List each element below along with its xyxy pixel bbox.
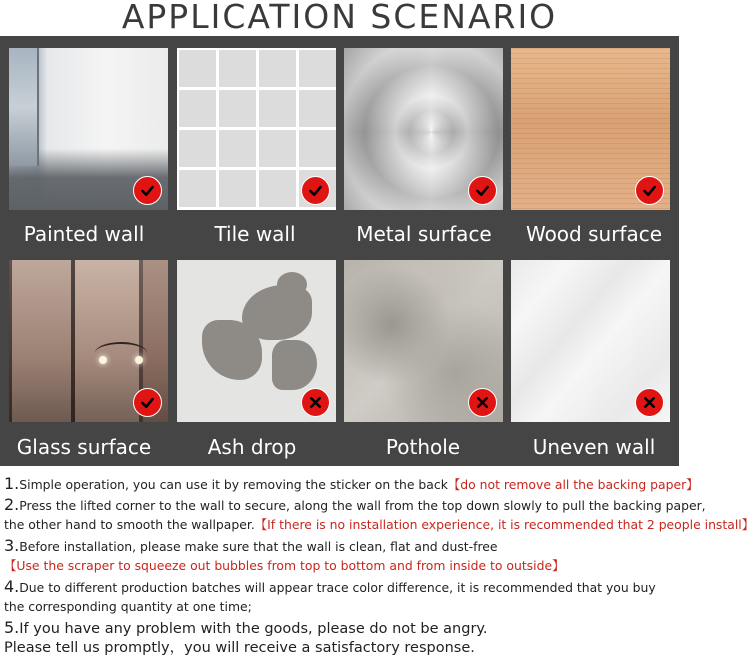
instructions — [4, 474, 754, 659]
ash-drop-image — [177, 260, 336, 422]
check-icon — [133, 388, 162, 417]
wood-surface-image — [511, 48, 670, 210]
check-icon — [301, 176, 330, 205]
instruction-line — [4, 618, 676, 639]
window-decor — [9, 48, 39, 166]
metal-surface-image — [344, 48, 503, 210]
chandelier-decor — [95, 342, 147, 364]
ash-patch — [272, 340, 317, 390]
scenario-label: Tile wall — [214, 222, 296, 246]
scenario-label: Ash drop — [207, 435, 297, 459]
instruction-line — [4, 494, 706, 516]
check-icon — [635, 176, 664, 205]
instruction-note: 【do not remove all the backing paper】 — [447, 477, 699, 492]
instruction-line — [4, 556, 676, 577]
step-number: 3. — [4, 535, 20, 555]
instruction-line — [4, 638, 676, 659]
instruction-text: Due to different production batches will appear trace color difference, it is recommended that you buy — [19, 579, 656, 595]
cross-icon — [468, 388, 497, 417]
scenario-panel — [0, 36, 679, 466]
check-icon — [468, 176, 497, 205]
step-number: 4. — [4, 576, 20, 596]
instruction-text: the corresponding quantity at one time; — [4, 599, 252, 614]
scenario-label: Glass surface — [16, 435, 152, 459]
instruction-text: Press the lifted corner to the wall to secure, along the wall from the top down slowly to pull the backing paper, — [19, 497, 706, 513]
painted-wall-image — [9, 48, 168, 210]
scenario-label: Wood surface — [525, 222, 663, 246]
instruction-line — [4, 597, 676, 618]
pothole-image — [344, 260, 503, 422]
instruction-note: 【Use the scraper to squeeze out bubbles from top to bottom and from inside to outside】 — [4, 558, 565, 573]
step-number: 2. — [4, 494, 20, 514]
uneven-wall-image — [511, 260, 670, 422]
cross-icon — [635, 388, 664, 417]
scenario-label: Pothole — [385, 435, 461, 459]
scenario-label: Painted wall — [23, 222, 145, 246]
instruction-text: the other hand to smooth the wallpaper. — [4, 517, 255, 532]
check-icon — [133, 176, 162, 205]
instruction-line — [4, 577, 676, 598]
scenario-label: Uneven wall — [532, 435, 656, 459]
cross-icon — [301, 388, 330, 417]
step-number: 1. — [4, 474, 20, 493]
glass-surface-image — [9, 260, 168, 422]
scenario-label: Metal surface — [356, 222, 492, 246]
instruction-text: Simple operation, you can use it by removing the sticker on the back — [19, 477, 448, 492]
instruction-text: If you have any problem with the goods, please do not be angry. — [19, 620, 488, 637]
instruction-text: Please tell us promptly，you will receive a satisfactory response. — [4, 640, 475, 656]
ash-patch — [277, 272, 307, 297]
instruction-note: 【If there is no installation experience, it is recommended that 2 people install】 — [254, 517, 754, 532]
step-number: 5. — [4, 617, 20, 637]
instruction-text: Before installation, please make sure that the wall is clean, flat and dust-free — [19, 538, 498, 554]
tile-wall-image — [177, 48, 336, 210]
page-title: APPLICATION SCENARIO — [121, 0, 558, 36]
instruction-line — [4, 474, 699, 495]
instruction-line — [4, 536, 676, 557]
instruction-line — [4, 515, 754, 536]
